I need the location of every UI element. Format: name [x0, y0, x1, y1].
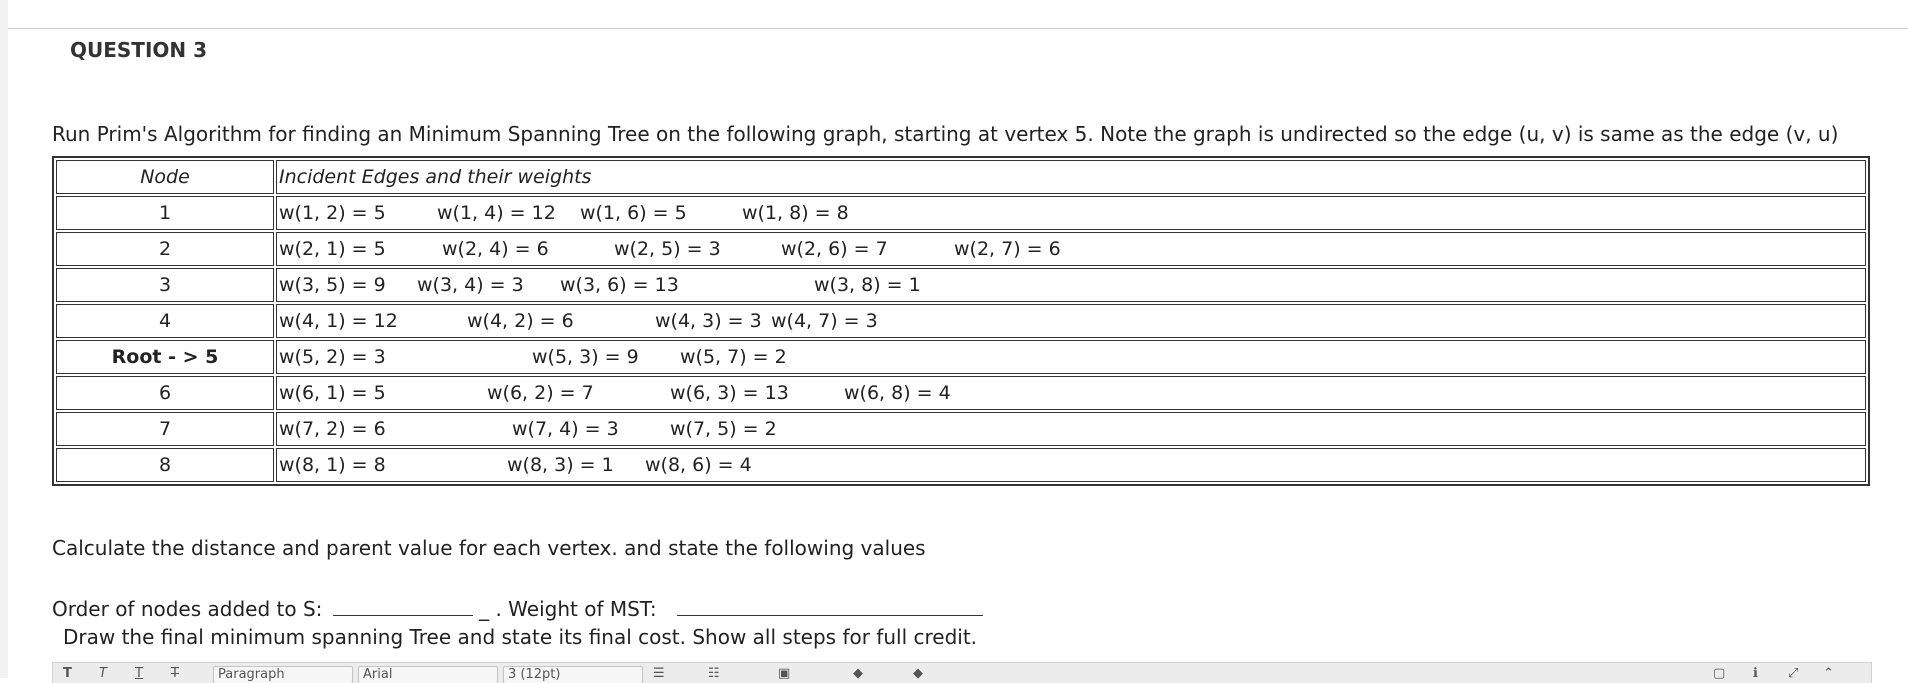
editor-toolbar [52, 662, 1872, 683]
collapse-icon[interactable]: ⌃ [1823, 666, 1834, 681]
edges-cell [276, 376, 1866, 410]
edges-cell [276, 340, 1866, 374]
info-icon[interactable]: ℹ [1753, 666, 1758, 681]
edge-weight: w(4, 2) = 6 [467, 310, 574, 332]
table-row [56, 448, 1866, 482]
numbered-list-icon[interactable]: ☷ [708, 666, 720, 681]
order-blank [333, 597, 473, 616]
edges-cell [276, 268, 1866, 302]
edge-weight: w(6, 8) = 4 [844, 382, 951, 404]
font-select[interactable] [358, 666, 498, 683]
node-cell: 3 [56, 268, 274, 302]
edge-weight: w(2, 4) = 6 [442, 238, 549, 260]
paragraph-select-label: Paragraph [218, 667, 285, 682]
calculate-instruction: Calculate the distance and parent value for each vertex. and state the following values [52, 536, 926, 560]
underline-button[interactable]: T [135, 666, 143, 681]
fullscreen-icon[interactable]: ⤢ [1788, 666, 1799, 681]
edges-cell [276, 304, 1866, 338]
edge-weight: w(1, 2) = 5 [279, 202, 386, 224]
table-row [56, 268, 1866, 302]
node-cell: 4 [56, 304, 274, 338]
text-color-icon[interactable]: ▣ [778, 666, 791, 681]
bold-button[interactable]: T [63, 666, 72, 681]
question-prompt: Run Prim's Algorithm for finding an Minimum Spanning Tree on the following graph, starting at vertex 5. Note the graph is undirected so the edge (u, v) is same as the edge (v, u) [52, 122, 1839, 146]
edge-weight: w(5, 3) = 9 [532, 346, 639, 368]
edge-weight: w(1, 4) = 12 [437, 202, 556, 224]
preview-icon[interactable]: ▢ [1713, 666, 1726, 681]
edge-weight: w(7, 4) = 3 [512, 418, 619, 440]
edge-weight: w(3, 4) = 3 [417, 274, 524, 296]
edge-weight: w(3, 6) = 13 [560, 274, 679, 296]
edge-weight: w(1, 8) = 8 [742, 202, 849, 224]
edge-weight: w(8, 1) = 8 [279, 454, 386, 476]
table-row [56, 340, 1866, 374]
node-cell: 8 [56, 448, 274, 482]
node-cell: 2 [56, 232, 274, 266]
edges-column-header: Incident Edges and their weights [276, 160, 1866, 194]
edge-weight: w(5, 2) = 3 [279, 346, 386, 368]
table-row [56, 304, 1866, 338]
left-margin-strip [0, 0, 8, 678]
paragraph-select[interactable] [213, 666, 353, 683]
edges-cell [276, 232, 1866, 266]
font-size-select-label: 3 (12pt) [508, 667, 561, 682]
clear-format-icon[interactable]: ◆ [913, 666, 923, 681]
table-header-row [56, 160, 1866, 194]
edge-weight: w(7, 5) = 2 [670, 418, 777, 440]
edge-weight: w(4, 7) = 3 [771, 310, 878, 332]
edge-weight: w(2, 5) = 3 [614, 238, 721, 260]
edge-weight: w(2, 7) = 6 [954, 238, 1061, 260]
edge-weight: w(3, 5) = 9 [279, 274, 386, 296]
table-row [56, 376, 1866, 410]
node-column-header: Node [56, 160, 274, 194]
node-cell: 7 [56, 412, 274, 446]
font-select-label: Arial [363, 667, 393, 682]
edge-weight: w(7, 2) = 6 [279, 418, 386, 440]
edge-weight: w(5, 7) = 2 [680, 346, 787, 368]
table-row [56, 232, 1866, 266]
weight-label: _ . Weight of MST: [479, 597, 657, 621]
edge-weight: w(8, 3) = 1 [507, 454, 614, 476]
strikethrough-button[interactable]: T [171, 666, 179, 681]
answer-line [52, 597, 983, 621]
edge-weight: w(6, 3) = 13 [670, 382, 789, 404]
question-title: QUESTION 3 [70, 38, 208, 62]
root-node-cell: Root - > 5 [56, 340, 274, 374]
edges-cell [276, 412, 1866, 446]
edge-weight: w(3, 8) = 1 [814, 274, 921, 296]
node-cell: 1 [56, 196, 274, 230]
italic-button[interactable]: T [99, 666, 107, 681]
edge-weight: w(6, 2) = 7 [487, 382, 594, 404]
edge-weight: w(4, 3) = 3 [655, 310, 762, 332]
edges-cell [276, 196, 1866, 230]
edge-weight: w(1, 6) = 5 [580, 202, 687, 224]
incident-edges-table [52, 156, 1870, 486]
order-label: Order of nodes added to S: [52, 597, 323, 621]
edge-weight: w(6, 1) = 5 [279, 382, 386, 404]
table-row [56, 412, 1866, 446]
edge-weight: w(4, 1) = 12 [279, 310, 398, 332]
table-row [56, 196, 1866, 230]
edges-cell [276, 448, 1866, 482]
highlight-icon[interactable]: ◆ [853, 666, 863, 681]
weight-blank [677, 597, 983, 616]
draw-instruction: Draw the final minimum spanning Tree and state its final cost. Show all steps for full credit. [63, 625, 978, 649]
edge-weight: w(2, 1) = 5 [279, 238, 386, 260]
bullet-list-icon[interactable]: ☰ [653, 666, 665, 681]
font-size-select[interactable] [503, 666, 643, 683]
node-cell: 6 [56, 376, 274, 410]
edge-weight: w(8, 6) = 4 [645, 454, 752, 476]
top-divider [8, 28, 1908, 29]
edge-weight: w(2, 6) = 7 [781, 238, 888, 260]
